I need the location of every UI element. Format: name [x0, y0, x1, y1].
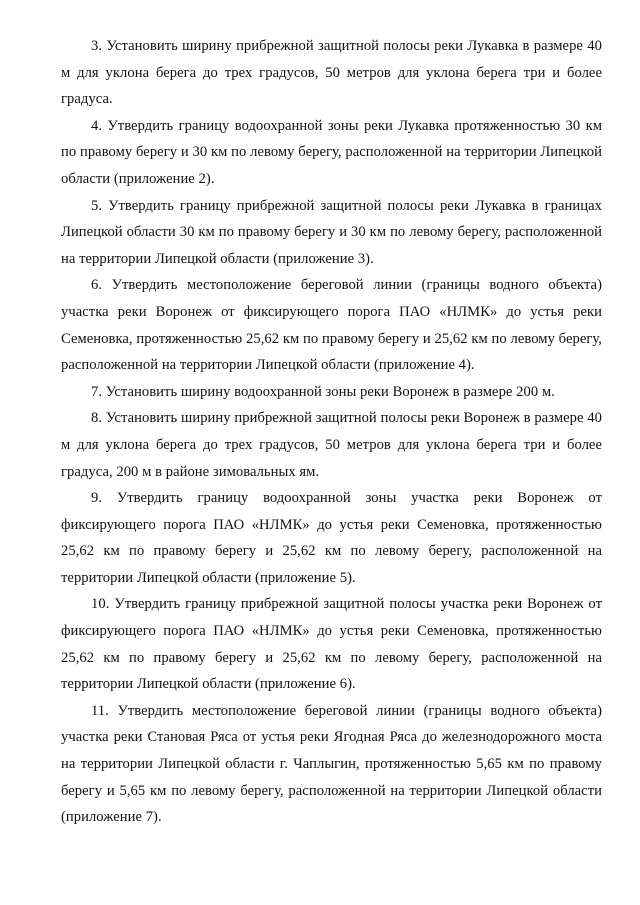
paragraph-8: 8. Установить ширину прибрежной защитной полосы реки Воронеж в размере 40 м для уклона берега до трех градусов, 50 метров для уклона берега три и более градуса, 200 м в районе зимовальных ям.	[61, 410, 602, 480]
paragraph-3: 3. Установить ширину прибрежной защитной полосы реки Лукавка в размере 40 м для уклона берега до трех градусов, 50 метров для уклона берега три и более градуса.	[61, 38, 602, 108]
paragraph-6: 6. Утвердить местоположение береговой линии (границы водного объекта) участка реки Воронеж от фиксирующего порога ПАО «НЛМК» до устья реки Семеновка, протяженностью 25,62 км по правому берегу и 25,62 км по левому берегу, расположенной на территории Липецкой области (приложение 4).	[61, 277, 602, 374]
paragraph-5: 5. Утвердить границу прибрежной защитной полосы реки Лукавка в границах Липецкой области 30 км по правому берегу и 30 км по левому берегу, расположенной на территории Липецкой области (приложение 3).	[61, 197, 602, 267]
paragraph-4: 4. Утвердить границу водоохранной зоны реки Лукавка протяженностью 30 км по правому берегу и 30 км по левому берегу, расположенной на территории Липецкой области (приложение 2).	[61, 117, 602, 187]
paragraph-11: 11. Утвердить местоположение береговой линии (границы водного объекта) участка реки Становая Ряса от устья реки Ягодная Ряса до железнодорожного моста на территории Липецкой области г. Чаплыгин, протяженностью 5,65 км по правому берегу и 5,65 км по левому берегу, расположенной на территории Липецкой области (приложение 7).	[61, 702, 602, 826]
paragraph-9: 9. Утвердить границу водоохранной зоны участка реки Воронеж от фиксирующего порога ПАО «НЛМК» до устья реки Семеновка, протяженностью 25,62 км по правому берегу и 25,62 км по левому берегу, расположенной на территории Липецкой области (приложение 5).	[61, 490, 602, 586]
paragraph-10: 10. Утвердить границу прибрежной защитной полосы участка реки Воронеж от фиксирующего порога ПАО «НЛМК» до устья реки Семеновка, протяженностью 25,62 км по правому берегу и 25,62 км по левому берегу, расположенной на территории Липецкой области (приложение 6).	[61, 596, 602, 693]
paragraph-7: 7. Установить ширину водоохранной зоны реки Воронеж в размере 200 м.	[91, 383, 555, 400]
